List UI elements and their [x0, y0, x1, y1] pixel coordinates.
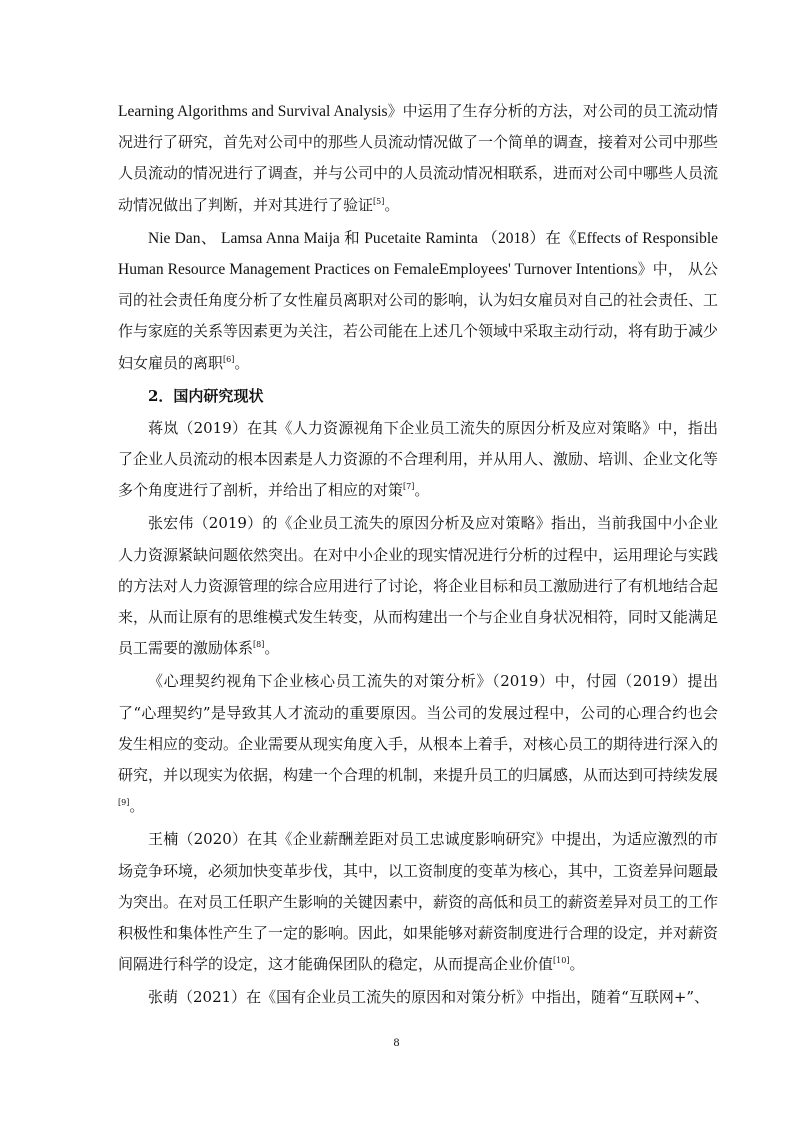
authors-text: Nie Dan、 Lamsa Anna Maija 和 Pucetaite Raminta （2018）在《 [148, 229, 578, 247]
paragraph-text: 蒋岚（2019）在其《人力资源视角下企业员工流失的原因分析及应对策略》中，指出了企业人员流动的根本因素是人力资源的不合理利用，并从用人、激励、培训、企业文化等多个角度进行了剖析，并给出了相应的对策 [118, 418, 719, 500]
citation-5: [5] [373, 196, 385, 206]
paragraph-text: 王楠（2020）在其《企业薪酬差距对员工忠诚度影响研究》中提出，为适应激烈的市场竞争环境，必须加快变革步伐，其中，以工资制度的变革为核心，其中，工资差异问题最为突出。在对员工任职产生影响的关键因素中，薪资的高低和员工的薪资差异对员工的工作积极性和集体性产生了一定的影响。因此，如果能够对薪资制度进行合理的设定，并对薪资间隔进行科学的设定，这才能确保团队的稳定，从而提高企业价值 [118, 830, 719, 974]
paper-title-en: Learning Algorithms and Survival Analysis [118, 103, 388, 120]
paragraph-text: 张萌（2021）在《国有企业员工流失的原因和对策分析》中指出，随着“互联网+”、 [148, 988, 710, 1007]
citation-9: [9] [118, 798, 130, 808]
punctuation: 。 [129, 797, 145, 816]
citation-8: [8] [253, 640, 265, 650]
punctuation: 。 [384, 195, 400, 214]
punctuation: 。 [414, 481, 430, 500]
paragraph-2 [118, 223, 718, 379]
punctuation: 。 [264, 639, 280, 658]
paragraph-text: 》中运用了生存分析的方法，对公司的员工流动情况进行了研究，首先对公司中的那些人员流动情况做了一个简单的调查，接着对公司中那些人员流动的情况进行了调查，并与公司中的人员流动情况相联系，进而对公司中哪些人员流动情况做出了判断，并对其进行了验证 [118, 102, 719, 214]
citation-7: [7] [403, 482, 415, 492]
paragraph-7 [118, 982, 718, 1013]
paragraph-5 [118, 666, 718, 822]
paragraph-text: 张宏伟（2019）的《企业员工流失的原因分析及应对策略》指出，当前我国中小企业人力资源紧缺问题依然突出。在对中小企业的现实情况进行分析的过程中，运用理论与实践的方法对人力资源管理的综合应用进行了讨论，将企业目标和员工激励进行了有机地结合起来，从而让原有的思维模式发生转变，从而构建出一个与企业自身状况相符，同时又能满足员工需要的激励体系 [118, 514, 719, 658]
paragraph-4 [118, 508, 718, 664]
punctuation: 。 [234, 353, 250, 372]
paragraph-1 [118, 96, 718, 221]
punctuation: 。 [569, 955, 585, 974]
section-heading: 2．国内研究现状 [148, 386, 264, 405]
citation-6: [6] [223, 354, 235, 364]
paragraph-text: 》中， 从公司的社会责任角度分析了女性雇员离职对公司的影响，认为妇女雇员对自己的社会责任、工作与家庭的关系等因素更为关注，若公司能在上述几个领域中采取主动行动，将有助于减少妇女雇员的离职 [118, 260, 719, 372]
paragraph-text: 《心理契约视角下企业核心员工流失的对策分析》（2019）中，付园（2019）提出了“心理契约”是导致其人才流动的重要原因。当公司的发展过程中，公司的心理合约也会发生相应的变动。企业需要从现实角度入手，从根本上着手，对核心员工的期待进行深入的研究，并以现实为依据，构建一个合理的机制，来提升员工的归属感，从而达到可持续发展 [118, 672, 719, 785]
page-number: 8 [393, 1035, 400, 1049]
citation-10: [10] [553, 956, 570, 966]
paper-title-en: Effects of Responsible Human Resource Management Practices on FemaleEmployees' Turnover Intentions [118, 229, 719, 279]
paragraph-3 [118, 413, 718, 507]
page-body [118, 96, 718, 1016]
paragraph-6 [118, 824, 718, 980]
